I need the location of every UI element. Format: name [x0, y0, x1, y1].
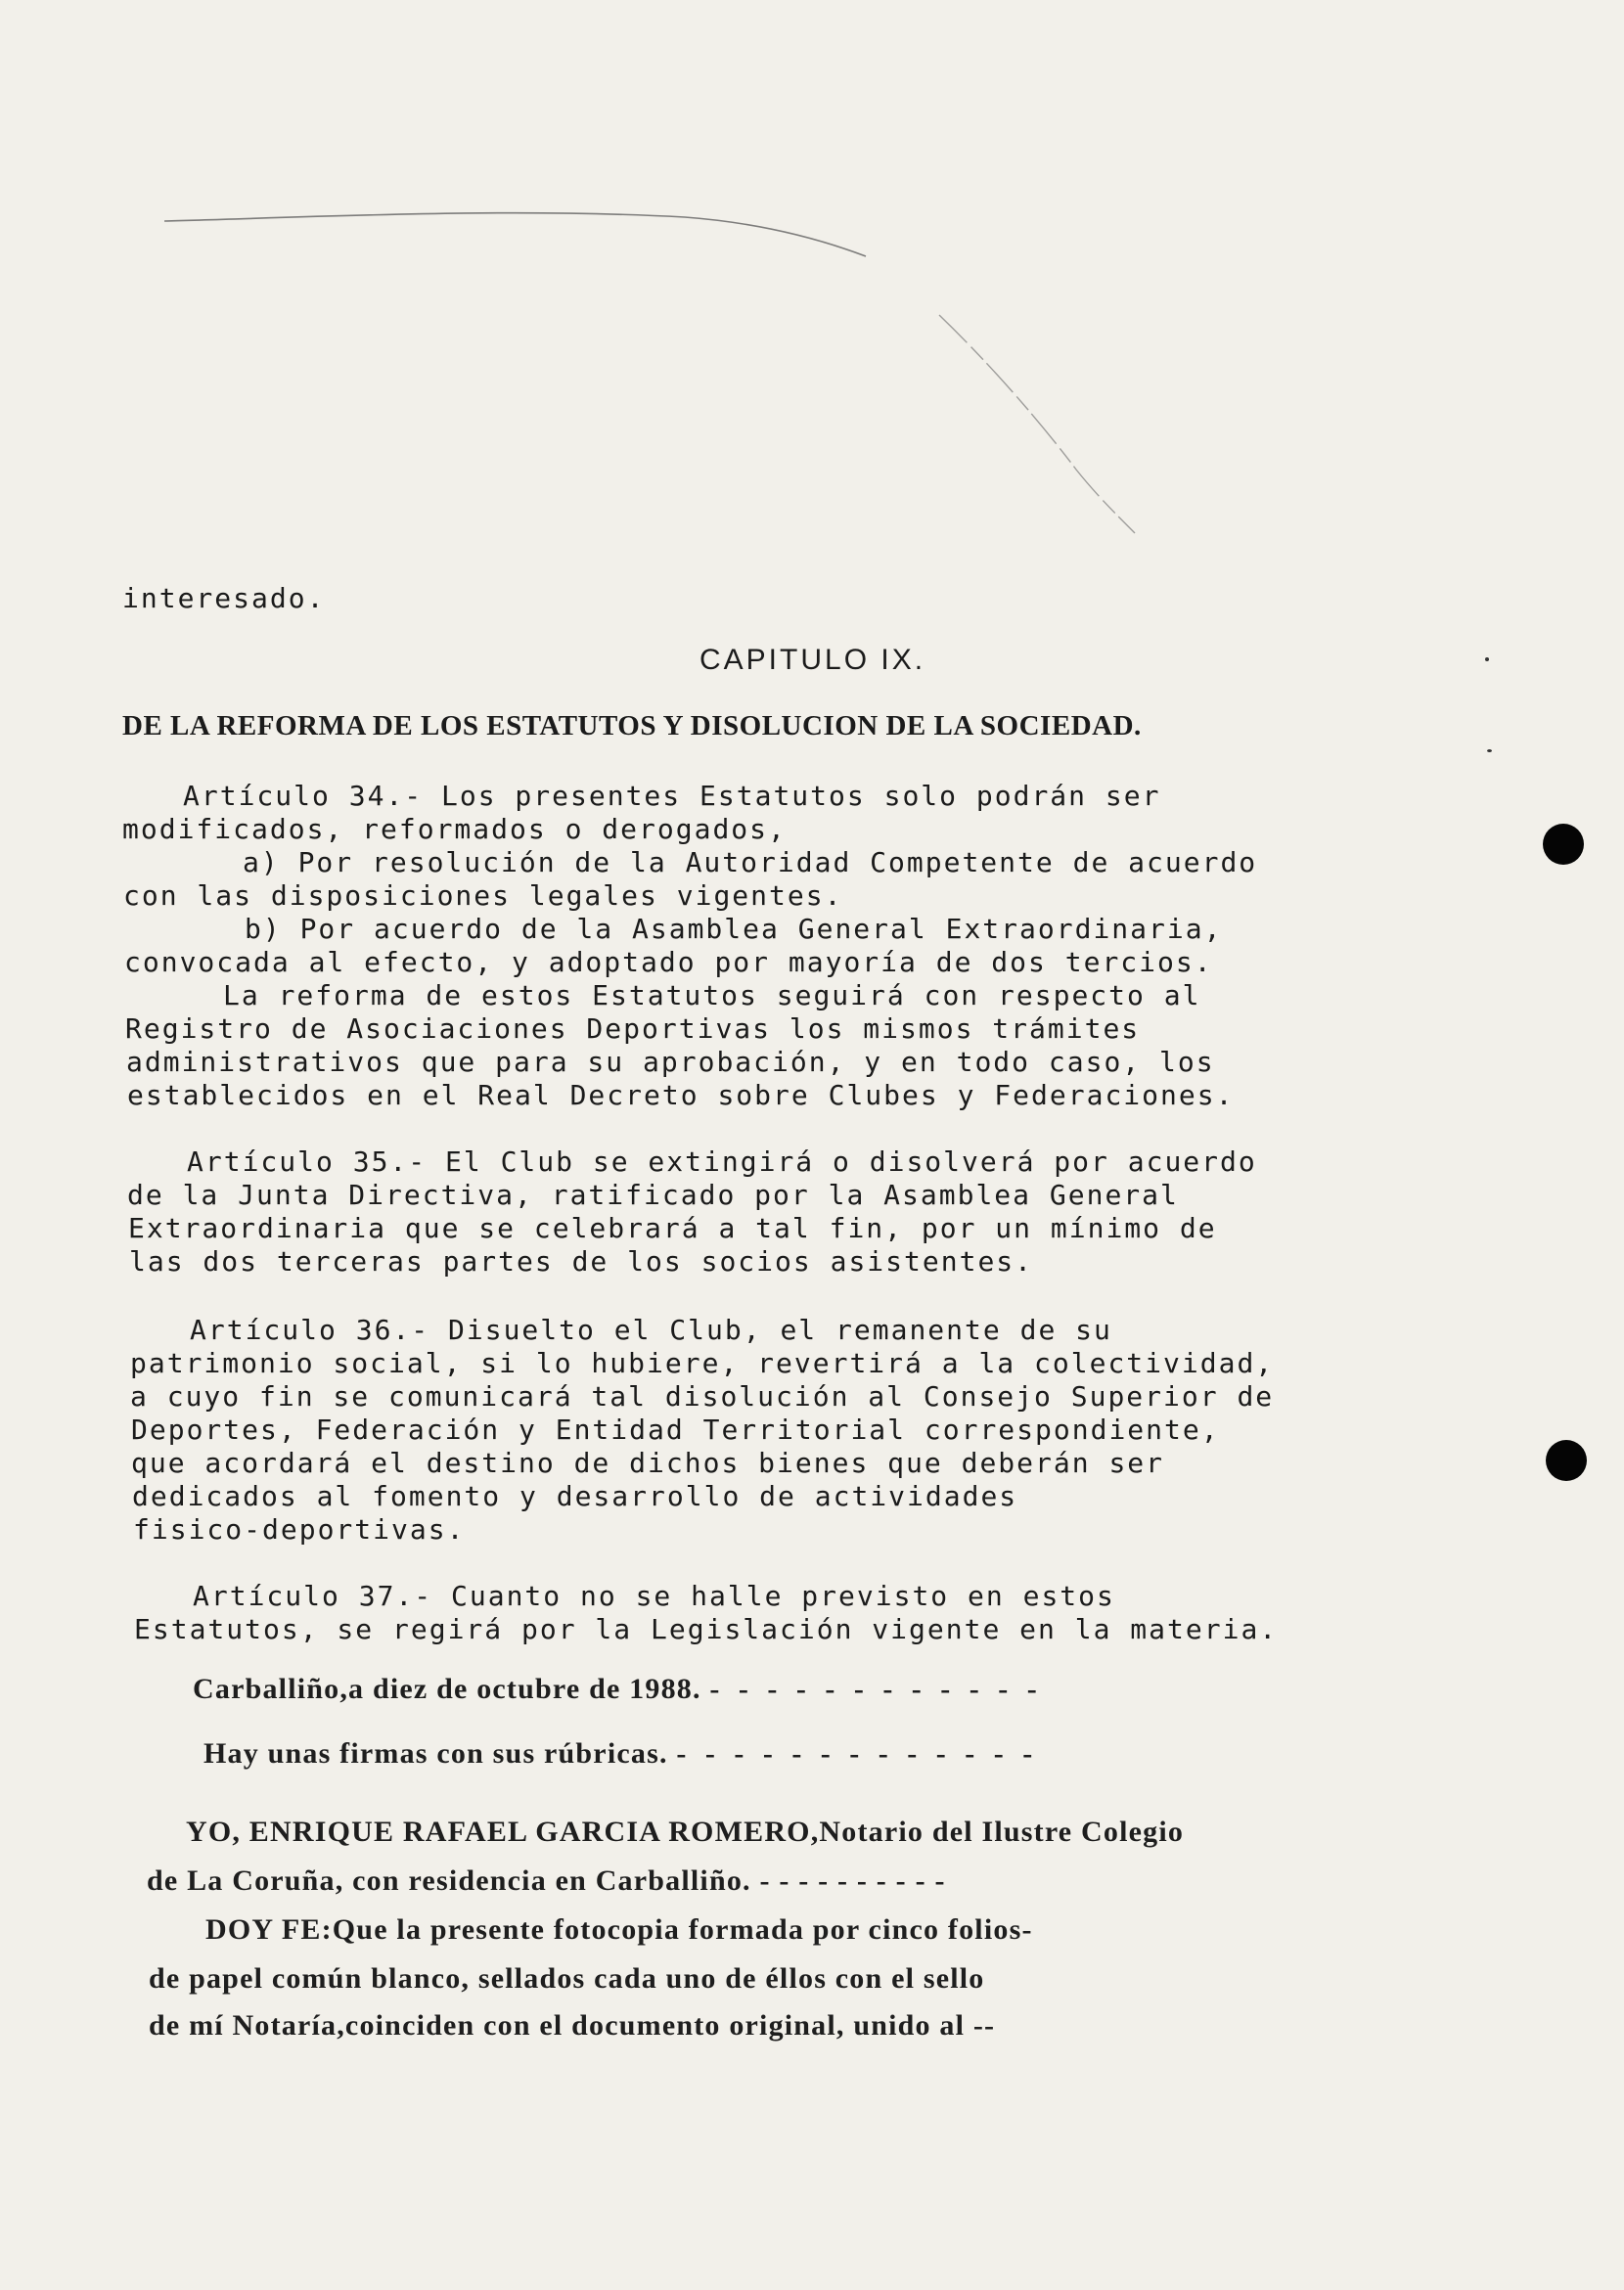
article-35-line: las dos terceras partes de los socios asistentes. — [129, 1245, 1034, 1278]
article-36-line: dedicados al fomento y desarrollo de actividades — [132, 1480, 1018, 1512]
signatures-text: Hay unas firmas con sus rúbricas. — [203, 1737, 668, 1770]
article-34-line: Artículo 34.- Los presentes Estatutos solo podrán ser — [183, 780, 1161, 812]
article-37-line: Artículo 37.- Cuanto no se halle previsto en estos — [193, 1580, 1115, 1612]
article-34-line: convocada al efecto, y adoptado por mayoría de dos tercios. — [124, 946, 1213, 978]
signatures-dashes: - - - - - - - - - - - - - — [676, 1737, 1039, 1770]
pen-stroke-marks — [0, 0, 1624, 587]
article-36-line: Deportes, Federación y Entidad Territorial correspondiente, — [131, 1414, 1220, 1446]
article-36-line: que acordará el destino de dichos bienes que deberán ser — [131, 1447, 1165, 1479]
article-34-line: modificados, reformados o derogados, — [122, 813, 787, 845]
place-date-dashes: - - - - - - - - - - - - — [709, 1673, 1043, 1705]
article-37-line: Estatutos, se regirá por la Legislación vigente en la materia. — [134, 1613, 1279, 1645]
pen-stroke-diagonal — [939, 315, 1135, 533]
notary-line: de La Coruña, con residencia en Carballiño. - - - - - - - - - - — [147, 1864, 946, 1897]
article-35-line: Artículo 35.- El Club se extingirá o disolverá por acuerdo — [187, 1145, 1257, 1178]
closing-place-date — [193, 1675, 1043, 1704]
punch-hole-lower — [1546, 1440, 1587, 1481]
chapter-title: CAPITULO IX. — [699, 644, 926, 676]
article-36-line: a cuyo fin se comunicará tal disolución al Consejo Superior de — [130, 1380, 1275, 1413]
lead-text: interesado. — [122, 582, 326, 614]
article-34-line: La reforma de estos Estatutos seguirá con respecto al — [223, 979, 1201, 1011]
article-36-line: Artículo 36.- Disuelto el Club, el remanente de su — [190, 1314, 1112, 1346]
section-heading: DE LA REFORMA DE LOS ESTATUTOS Y DISOLUCION DE LA SOCIEDAD. — [122, 710, 1142, 741]
notary-line: de mí Notaría,coinciden con el documento original, unido al -- — [149, 2009, 996, 2042]
notary-line: YO, ENRIQUE RAFAEL GARCIA ROMERO,Notario del Ilustre Colegio — [186, 1816, 1185, 1848]
place-date-text: Carballiño,a diez de octubre de 1988. — [193, 1673, 701, 1705]
article-34-line: a) Por resolución de la Autoridad Competente de acuerdo — [243, 846, 1258, 878]
article-35-line: Extraordinaria que se celebrará a tal fin, por un mínimo de — [128, 1212, 1217, 1244]
article-34-line: b) Por acuerdo de la Asamblea General Extraordinaria, — [245, 913, 1223, 945]
speck-mark — [1485, 657, 1489, 661]
pen-stroke-top — [164, 213, 866, 256]
article-34-line: con las disposiciones legales vigentes. — [123, 879, 843, 912]
article-36-line: fisico-deportivas. — [133, 1513, 466, 1546]
punch-hole-upper — [1543, 824, 1584, 865]
article-34-line: administrativos que para su aprobación, y en todo caso, los — [126, 1046, 1215, 1078]
closing-signatures — [203, 1739, 1038, 1769]
notary-line: de papel común blanco, sellados cada uno de éllos con el sello — [149, 1962, 985, 1995]
article-35-line: de la Junta Directiva, ratificado por la Asamblea General — [127, 1179, 1179, 1211]
article-36-line: patrimonio social, si lo hubiere, revertirá a la colectividad, — [130, 1347, 1275, 1379]
speck-mark — [1487, 749, 1492, 752]
article-34-line: establecidos en el Real Decreto sobre Clubes y Federaciones. — [127, 1079, 1235, 1111]
notary-line: DOY FE:Que la presente fotocopia formada por cinco folios- — [205, 1913, 1033, 1946]
article-34-line: Registro de Asociaciones Deportivas los mismos trámites — [125, 1012, 1141, 1045]
